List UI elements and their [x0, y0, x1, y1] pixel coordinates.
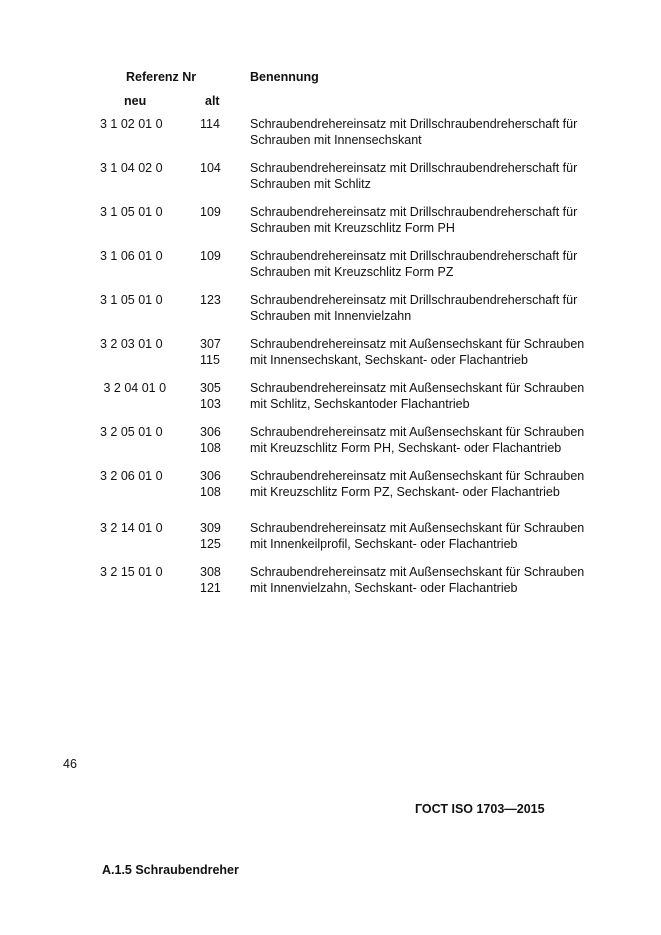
row-neu: 3 1 05 01 0 — [100, 205, 163, 219]
page-number: 46 — [63, 757, 77, 771]
row-benennung: Schraubendrehereinsatz mit Außensechskant für Schrauben — [250, 381, 585, 395]
row-benennung: Schrauben mit Innensechskant — [250, 133, 422, 147]
row-alt: 121 — [200, 581, 221, 595]
row-alt: 306 — [200, 469, 221, 483]
section-heading: A.1.5 Schraubendreher — [102, 863, 239, 877]
row-benennung: Schraubendrehereinsatz mit Außensechskant für Schrauben — [250, 425, 585, 439]
row-benennung: mit Innensechskant, Sechskant- oder Flachantrieb — [250, 353, 528, 367]
row-benennung: Schraubendrehereinsatz mit Drillschraubendreherschaft für — [250, 205, 578, 219]
row-benennung: Schraubendrehereinsatz mit Außensechskant für Schrauben — [250, 565, 585, 579]
row-neu: 3 1 02 01 0 — [100, 117, 163, 131]
row-neu: 3 1 05 01 0 — [100, 293, 163, 307]
row-benennung: Schrauben mit Kreuzschlitz Form PH — [250, 221, 455, 235]
header-alt: alt — [205, 94, 220, 108]
row-neu: 3 2 06 01 0 — [100, 469, 163, 483]
header-neu: neu — [124, 94, 147, 108]
row-benennung: Schrauben mit Schlitz — [250, 177, 371, 191]
row-alt: 125 — [200, 537, 221, 551]
row-benennung: mit Kreuzschlitz Form PH, Sechskant- oder Flachantrieb — [250, 441, 562, 455]
row-alt: 115 — [200, 353, 220, 367]
row-benennung: Schraubendrehereinsatz mit Außensechskant für Schrauben — [250, 521, 585, 535]
row-alt: 305 — [200, 381, 221, 395]
row-benennung: Schraubendrehereinsatz mit Außensechskant für Schrauben — [250, 469, 585, 483]
row-alt: 307 — [200, 337, 221, 351]
row-alt: 109 — [200, 249, 221, 263]
header-benennung: Benennung — [250, 70, 319, 84]
row-neu: 3 1 04 02 0 — [100, 161, 163, 175]
row-neu: 3 2 03 01 0 — [100, 337, 163, 351]
row-benennung: mit Innenvielzahn, Sechskant- oder Flachantrieb — [250, 581, 518, 595]
row-alt: 103 — [200, 397, 221, 411]
row-benennung: Schraubendrehereinsatz mit Drillschraubendreherschaft für — [250, 293, 578, 307]
row-neu: 3 2 14 01 0 — [100, 521, 163, 535]
row-benennung: Schraubendrehereinsatz mit Außensechskant für Schrauben — [250, 337, 585, 351]
row-benennung: Schraubendrehereinsatz mit Drillschraubendreherschaft für — [250, 161, 578, 175]
row-benennung: Schrauben mit Innenvielzahn — [250, 309, 412, 323]
row-alt: 114 — [200, 117, 220, 131]
row-alt: 308 — [200, 565, 221, 579]
standard-reference: ГОСТ ISO 1703—2015 — [415, 802, 545, 816]
row-alt: 309 — [200, 521, 221, 535]
row-alt: 108 — [200, 485, 221, 499]
row-benennung: mit Innenkeilprofil, Sechskant- oder Flachantrieb — [250, 537, 518, 551]
row-benennung: Schrauben mit Kreuzschlitz Form PZ — [250, 265, 454, 279]
row-neu: 3 2 04 01 0 — [100, 381, 167, 395]
row-benennung: mit Kreuzschlitz Form PZ, Sechskant- oder Flachantrieb — [250, 485, 560, 499]
row-alt: 123 — [200, 293, 221, 307]
row-alt: 104 — [200, 161, 221, 175]
row-neu: 3 1 06 01 0 — [100, 249, 163, 263]
row-alt: 306 — [200, 425, 221, 439]
row-benennung: mit Schlitz, Sechskantoder Flachantrieb — [250, 397, 470, 411]
row-alt: 109 — [200, 205, 221, 219]
header-referenz-nr: Referenz Nr — [126, 70, 197, 84]
row-neu: 3 2 15 01 0 — [100, 565, 163, 579]
row-benennung: Schraubendrehereinsatz mit Drillschraubendreherschaft für — [250, 117, 578, 131]
row-neu: 3 2 05 01 0 — [100, 425, 163, 439]
row-alt: 108 — [200, 441, 221, 455]
row-benennung: Schraubendrehereinsatz mit Drillschraubendreherschaft für — [250, 249, 578, 263]
